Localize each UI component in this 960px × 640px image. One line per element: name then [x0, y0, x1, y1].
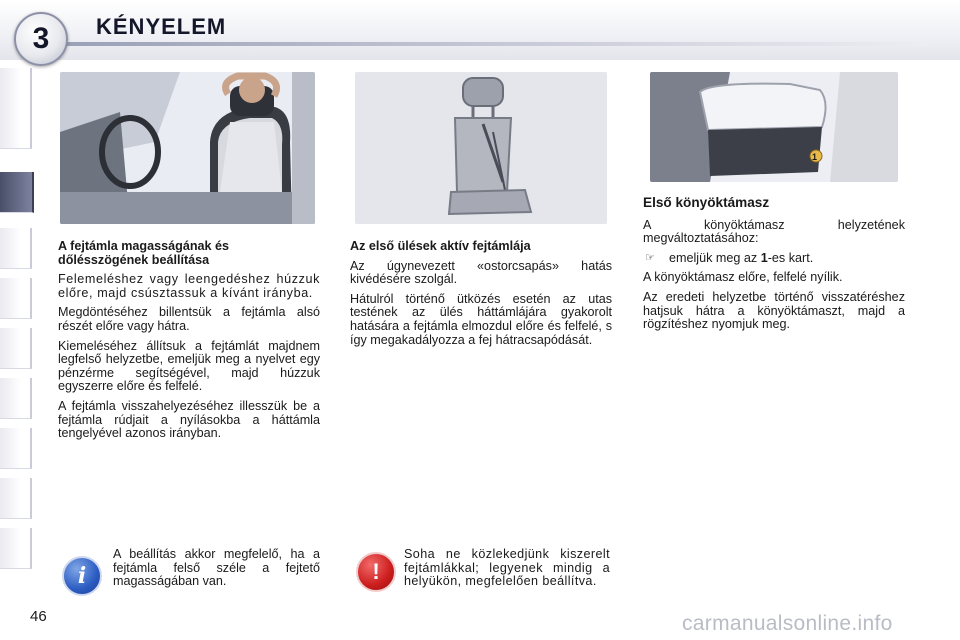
pointing-hand-icon: ☞ [645, 251, 655, 264]
thumb-tab-9 [0, 478, 32, 519]
thumb-tab-4 [0, 228, 32, 269]
page-number: 46 [30, 608, 47, 625]
paragraph: Kiemeléséhez állítsuk a fejtámlát majdnem legfelső helyzetbe, emeljük meg a nyelvet egy pénzérme segítségével, majd húzzuk egyszerre előre és felfelé. [58, 338, 320, 394]
thumb-index [0, 68, 34, 580]
list-item [643, 252, 905, 266]
headrest-adjustment-section [58, 240, 320, 447]
paragraph: Megdöntéséhez billentsük a fejtámla alsó részét előre vagy hátra. [58, 305, 320, 333]
thumb-tab-2 [0, 108, 32, 149]
info-note-text: A beállítás akkor megfelelő, ha a fejtámla felső széle a fejtető magasságában van. [113, 547, 320, 589]
header-rule [60, 42, 930, 46]
warning-note-text: Soha ne közlekedjünk kiszerelt fejtámlákkal; legyenek mindig a helyükön, megfelelően beállítva. [404, 547, 610, 589]
warning-icon: ! [356, 552, 396, 592]
thumb-tab-8 [0, 428, 32, 469]
bullet-text: emeljük meg az 1-es kart. [669, 250, 814, 265]
paragraph: Az eredeti helyzetbe történő visszatéréshez hatjsuk hátra a könyöktámaszt, majd a rögzítéshez nyomjuk meg. [643, 289, 905, 332]
paragraph: Hátulról történő ütközés esetén az utas testének az ülés háttámlájára gyakorolt hatására a fejtámla elmozdul előre és felfelé, s így megakadályozza a fej hátracsapódását. [350, 291, 612, 347]
chapter-title: KÉNYELEM [96, 14, 227, 39]
paragraph: A könyöktámasz előre, felfelé nyílik. [643, 270, 843, 285]
front-armrest-photo [650, 72, 898, 182]
armrest-lever-callout: 1 [812, 152, 818, 162]
front-armrest-heading: Első könyöktámasz [643, 195, 770, 210]
paragraph: Felemeléshez vagy leengedéshez húzzuk előre, majd csúsztassuk a kívánt irányba. [58, 272, 320, 300]
paragraph: A fejtámla visszahelyezéséhez illesszük be a fejtámla rúdjait a nyílásokba a háttámla tengelyével azonos irányban. [58, 398, 320, 441]
active-headrest-section [350, 240, 612, 353]
thumb-tab-7 [0, 378, 32, 419]
thumb-tab-6 [0, 328, 32, 369]
chapter-badge [14, 12, 68, 66]
info-icon: i [62, 556, 102, 596]
thumb-tab-5 [0, 278, 32, 319]
thumb-tab-1 [0, 68, 32, 109]
chapter-number: 3 [32, 22, 50, 55]
paragraph: A könyöktámasz helyzetének megváltoztatásához: [643, 217, 905, 246]
watermark: carmanualsonline.info [682, 612, 893, 635]
headrest-adjustment-photo [60, 72, 315, 224]
active-headrest-seat-illustration [355, 72, 607, 224]
paragraph: Az úgynevezett «ostorcsapás» hatás kivédésére szolgál. [350, 258, 612, 287]
thumb-tab-3-active [0, 172, 34, 213]
headrest-adjustment-heading: A fejtámla magasságának és dőlésszögének beállítása [58, 239, 230, 267]
thumb-tab-10 [0, 528, 32, 569]
active-headrest-heading: Az első ülések aktív fejtámlája [350, 239, 531, 253]
front-armrest-section [643, 196, 905, 338]
